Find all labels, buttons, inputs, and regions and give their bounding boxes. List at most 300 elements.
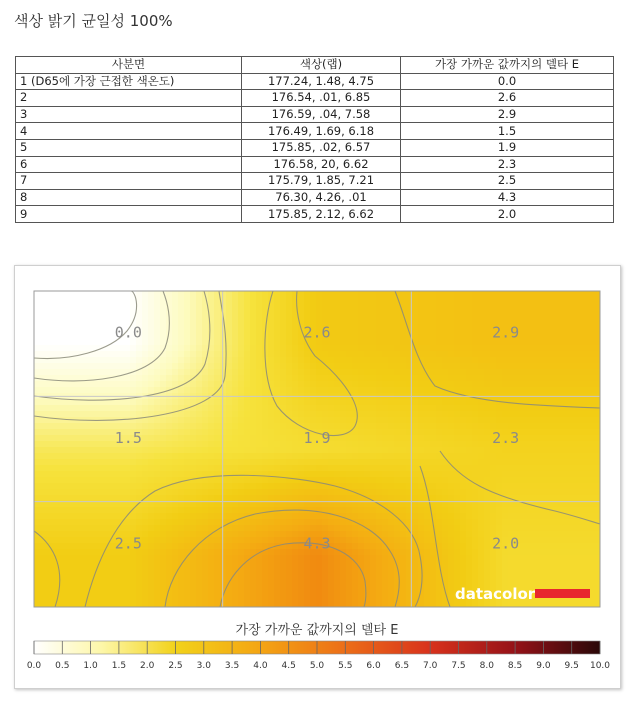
heatmap-pixel <box>70 321 77 328</box>
heatmap-pixel <box>172 303 179 310</box>
heatmap-pixel <box>544 531 551 538</box>
heatmap-pixel <box>160 477 167 484</box>
heatmap-pixel <box>334 519 341 526</box>
heatmap-pixel <box>358 321 365 328</box>
table-row <box>16 156 614 173</box>
heatmap-pixel <box>82 525 89 532</box>
heatmap-pixel <box>568 573 575 580</box>
heatmap-pixel <box>106 519 113 526</box>
heatmap-pixel <box>112 459 119 466</box>
heatmap-pixel <box>382 303 389 310</box>
heatmap-pixel <box>214 399 221 406</box>
heatmap-pixel <box>250 339 257 346</box>
heatmap-pixel <box>118 561 125 568</box>
heatmap-pixel <box>46 447 53 454</box>
heatmap-pixel <box>220 567 227 574</box>
heatmap-pixel <box>292 519 299 526</box>
heatmap-pixel <box>544 291 551 298</box>
heatmap-pixel <box>556 489 563 496</box>
heatmap-pixel <box>352 465 359 472</box>
heatmap-pixel <box>172 291 179 298</box>
heatmap-pixel <box>472 459 479 466</box>
heatmap-pixel <box>244 315 251 322</box>
heatmap-pixel <box>250 483 257 490</box>
heatmap-pixel <box>286 483 293 490</box>
heatmap-pixel <box>82 297 89 304</box>
heatmap-pixel <box>166 507 173 514</box>
heatmap-pixel <box>298 387 305 394</box>
heatmap-pixel <box>400 489 407 496</box>
heatmap-pixel <box>286 597 293 604</box>
heatmap-pixel <box>442 357 449 364</box>
heatmap-pixel <box>184 423 191 430</box>
heatmap-pixel <box>532 309 539 316</box>
heatmap-pixel <box>430 567 437 574</box>
heatmap-pixel <box>508 489 515 496</box>
heatmap-pixel <box>586 423 593 430</box>
heatmap-pixel <box>220 555 227 562</box>
heatmap-pixel <box>262 573 269 580</box>
heatmap-pixel <box>376 375 383 382</box>
heatmap-pixel <box>208 435 215 442</box>
heatmap-pixel <box>40 513 47 520</box>
heatmap-pixel <box>148 495 155 502</box>
heatmap-pixel <box>118 471 125 478</box>
heatmap-pixel <box>532 489 539 496</box>
heatmap-pixel <box>430 561 437 568</box>
heatmap-pixel <box>460 333 467 340</box>
heatmap-pixel <box>532 513 539 520</box>
heatmap-pixel <box>70 543 77 550</box>
heatmap-pixel <box>64 495 71 502</box>
heatmap-pixel <box>352 513 359 520</box>
heatmap-pixel <box>436 459 443 466</box>
heatmap-pixel <box>496 375 503 382</box>
heatmap-pixel <box>178 483 185 490</box>
heatmap-pixel <box>256 489 263 496</box>
heatmap-pixel <box>580 579 587 586</box>
heatmap-pixel <box>220 459 227 466</box>
heatmap-pixel <box>46 585 53 592</box>
heatmap-pixel <box>592 435 599 442</box>
heatmap-pixel <box>70 363 77 370</box>
heatmap-pixel <box>304 297 311 304</box>
heatmap-pixel <box>172 471 179 478</box>
heatmap-pixel <box>454 513 461 520</box>
heatmap-pixel <box>466 507 473 514</box>
heatmap-pixel <box>472 291 479 298</box>
heatmap-pixel <box>244 477 251 484</box>
heatmap-pixel <box>52 411 59 418</box>
heatmap-pixel <box>586 297 593 304</box>
heatmap-pixel <box>460 375 467 382</box>
heatmap-pixel <box>430 597 437 604</box>
heatmap-pixel <box>340 453 347 460</box>
heatmap-pixel <box>100 489 107 496</box>
heatmap-pixel <box>370 585 377 592</box>
heatmap-pixel <box>334 423 341 430</box>
heatmap-pixel <box>424 363 431 370</box>
heatmap-pixel <box>526 519 533 526</box>
heatmap-pixel <box>232 333 239 340</box>
heatmap-pixel <box>472 327 479 334</box>
heatmap-pixel <box>40 423 47 430</box>
heatmap-pixel <box>76 465 83 472</box>
heatmap-pixel <box>46 579 53 586</box>
heatmap-pixel <box>178 507 185 514</box>
heatmap-pixel <box>298 453 305 460</box>
heatmap-pixel <box>346 333 353 340</box>
heatmap-pixel <box>298 513 305 520</box>
heatmap-pixel <box>514 369 521 376</box>
heatmap-pixel <box>136 489 143 496</box>
heatmap-pixel <box>592 525 599 532</box>
heatmap-pixel <box>214 375 221 382</box>
heatmap-pixel <box>268 369 275 376</box>
heatmap-pixel <box>184 369 191 376</box>
heatmap-pixel <box>46 327 53 334</box>
heatmap-pixel <box>46 477 53 484</box>
heatmap-pixel <box>574 423 581 430</box>
heatmap-pixel <box>544 297 551 304</box>
heatmap-pixel <box>550 489 557 496</box>
heatmap-pixel <box>520 555 527 562</box>
heatmap-pixel <box>226 525 233 532</box>
heatmap-pixel <box>106 525 113 532</box>
heatmap-pixel <box>478 363 485 370</box>
heatmap-pixel <box>88 321 95 328</box>
heatmap-pixel <box>178 315 185 322</box>
quadrant-cell: 5 <box>16 139 242 156</box>
heatmap-pixel <box>196 585 203 592</box>
heatmap-pixel <box>292 357 299 364</box>
heatmap-pixel <box>448 447 455 454</box>
heatmap-pixel <box>556 495 563 502</box>
heatmap-pixel <box>418 519 425 526</box>
heatmap-pixel <box>478 531 485 538</box>
heatmap-pixel <box>358 309 365 316</box>
heatmap-pixel <box>100 309 107 316</box>
heatmap-pixel <box>388 537 395 544</box>
heatmap-pixel <box>394 345 401 352</box>
heatmap-pixel <box>412 411 419 418</box>
heatmap-pixel <box>262 291 269 298</box>
heatmap-pixel <box>334 417 341 424</box>
heatmap-pixel <box>418 447 425 454</box>
heatmap-pixel <box>472 543 479 550</box>
heatmap-pixel <box>262 489 269 496</box>
heatmap-pixel <box>196 507 203 514</box>
heatmap-pixel <box>412 387 419 394</box>
heatmap-pixel <box>82 345 89 352</box>
heatmap-pixel <box>166 561 173 568</box>
heatmap-pixel <box>574 399 581 406</box>
heatmap-pixel <box>76 327 83 334</box>
heatmap-pixel <box>526 561 533 568</box>
heatmap-pixel <box>274 375 281 382</box>
heatmap-pixel <box>526 453 533 460</box>
heatmap-pixel <box>598 597 605 604</box>
heatmap-pixel <box>478 297 485 304</box>
heatmap-pixel <box>388 573 395 580</box>
heatmap-pixel <box>460 339 467 346</box>
heatmap-pixel <box>58 471 65 478</box>
heatmap-pixel <box>340 465 347 472</box>
heatmap-pixel <box>100 291 107 298</box>
heatmap-pixel <box>94 435 101 442</box>
quadrant-cell: 6 <box>16 156 242 173</box>
heatmap-pixel <box>154 345 161 352</box>
heatmap-pixel <box>568 303 575 310</box>
heatmap-pixel <box>292 321 299 328</box>
heatmap-pixel <box>310 465 317 472</box>
heatmap-pixel <box>172 429 179 436</box>
heatmap-pixel <box>262 399 269 406</box>
heatmap-pixel <box>256 411 263 418</box>
heatmap-pixel <box>292 333 299 340</box>
heatmap-pixel <box>256 465 263 472</box>
heatmap-pixel <box>598 411 605 418</box>
heatmap-pixel <box>592 549 599 556</box>
heatmap-pixel <box>196 441 203 448</box>
heatmap-pixel <box>388 585 395 592</box>
heatmap-pixel <box>388 327 395 334</box>
heatmap-pixel <box>376 525 383 532</box>
heatmap-pixel <box>172 327 179 334</box>
heatmap-pixel <box>358 291 365 298</box>
heatmap-pixel <box>322 417 329 424</box>
heatmap-pixel <box>514 309 521 316</box>
heatmap-pixel <box>358 375 365 382</box>
heatmap-pixel <box>250 333 257 340</box>
heatmap-pixel <box>598 447 605 454</box>
heatmap-pixel <box>94 513 101 520</box>
heatmap-pixel <box>334 357 341 364</box>
heatmap-pixel <box>256 435 263 442</box>
heatmap-pixel <box>484 477 491 484</box>
heatmap-pixel <box>136 351 143 358</box>
heatmap-pixel <box>88 519 95 526</box>
heatmap-pixel <box>562 429 569 436</box>
heatmap-pixel <box>64 315 71 322</box>
heatmap-pixel <box>118 477 125 484</box>
heatmap-pixel <box>352 309 359 316</box>
heatmap-pixel <box>334 531 341 538</box>
heatmap-pixel <box>460 537 467 544</box>
heatmap-pixel <box>226 321 233 328</box>
heatmap-pixel <box>58 369 65 376</box>
heatmap-pixel <box>532 441 539 448</box>
heatmap-pixel <box>340 585 347 592</box>
heatmap-pixel <box>328 297 335 304</box>
heatmap-pixel <box>226 333 233 340</box>
heatmap-pixel <box>274 459 281 466</box>
heatmap-pixel <box>46 291 53 298</box>
heatmap-pixel <box>556 441 563 448</box>
heatmap-pixel <box>220 411 227 418</box>
heatmap-pixel <box>130 375 137 382</box>
heatmap-pixel <box>124 291 131 298</box>
heatmap-pixel <box>70 303 77 310</box>
heatmap-pixel <box>268 429 275 436</box>
heatmap-pixel <box>178 387 185 394</box>
heatmap-pixel <box>340 459 347 466</box>
heatmap-pixel <box>388 363 395 370</box>
heatmap-pixel <box>88 327 95 334</box>
heatmap-pixel <box>424 537 431 544</box>
heatmap-pixel <box>58 507 65 514</box>
heatmap-pixel <box>208 525 215 532</box>
heatmap-pixel <box>334 459 341 466</box>
heatmap-pixel <box>196 495 203 502</box>
heatmap-pixel <box>64 423 71 430</box>
heatmap-pixel <box>82 567 89 574</box>
heatmap-pixel <box>238 519 245 526</box>
heatmap-pixel <box>412 507 419 514</box>
heatmap-pixel <box>256 471 263 478</box>
heatmap-pixel <box>514 555 521 562</box>
heatmap-pixel <box>490 495 497 502</box>
heatmap-pixel <box>448 333 455 340</box>
heatmap-pixel <box>250 327 257 334</box>
heatmap-pixel <box>292 435 299 442</box>
heatmap-pixel <box>370 369 377 376</box>
heatmap-pixel <box>256 399 263 406</box>
heatmap-pixel <box>544 555 551 562</box>
heatmap-pixel <box>304 483 311 490</box>
heatmap-pixel <box>310 471 317 478</box>
heatmap-pixel <box>244 291 251 298</box>
heatmap-pixel <box>550 435 557 442</box>
heatmap-pixel <box>400 381 407 388</box>
heatmap-pixel <box>574 447 581 454</box>
heatmap-pixel <box>568 549 575 556</box>
heatmap-pixel <box>58 411 65 418</box>
heatmap-pixel <box>112 477 119 484</box>
heatmap-pixel <box>118 381 125 388</box>
heatmap-pixel <box>70 441 77 448</box>
heatmap-pixel <box>508 381 515 388</box>
heatmap-pixel <box>370 549 377 556</box>
heatmap-pixel <box>484 453 491 460</box>
heatmap-pixel <box>280 453 287 460</box>
heatmap-pixel <box>46 591 53 598</box>
heatmap-pixel <box>418 405 425 412</box>
heatmap-pixel <box>214 303 221 310</box>
heatmap-pixel <box>88 531 95 538</box>
heatmap-pixel <box>418 495 425 502</box>
heatmap-pixel <box>358 411 365 418</box>
heatmap-pixel <box>472 555 479 562</box>
heatmap-pixel <box>160 579 167 586</box>
heatmap-pixel <box>538 321 545 328</box>
heatmap-pixel <box>532 363 539 370</box>
heatmap-pixel <box>88 411 95 418</box>
heatmap-pixel <box>226 597 233 604</box>
heatmap-pixel <box>244 597 251 604</box>
heatmap-pixel <box>532 411 539 418</box>
heatmap-pixel <box>592 489 599 496</box>
heatmap-pixel <box>268 477 275 484</box>
heatmap-pixel <box>400 357 407 364</box>
heatmap-pixel <box>466 351 473 358</box>
heatmap-pixel <box>454 327 461 334</box>
heatmap-pixel <box>388 345 395 352</box>
heatmap-pixel <box>178 525 185 532</box>
heatmap-pixel <box>496 459 503 466</box>
heatmap-pixel <box>226 465 233 472</box>
heatmap-pixel <box>166 429 173 436</box>
heatmap-pixel <box>550 447 557 454</box>
heatmap-pixel <box>238 399 245 406</box>
heatmap-pixel <box>238 597 245 604</box>
heatmap-pixel <box>436 531 443 538</box>
heatmap-pixel <box>568 417 575 424</box>
heatmap-pixel <box>94 441 101 448</box>
heatmap-pixel <box>568 333 575 340</box>
heatmap-pixel <box>364 375 371 382</box>
heatmap-pixel <box>556 381 563 388</box>
heatmap-pixel <box>148 309 155 316</box>
heatmap-pixel <box>292 567 299 574</box>
heatmap-pixel <box>100 351 107 358</box>
heatmap-pixel <box>292 453 299 460</box>
heatmap-pixel <box>244 333 251 340</box>
heatmap-pixel <box>268 519 275 526</box>
heatmap-pixel <box>574 297 581 304</box>
heatmap-pixel <box>400 429 407 436</box>
heatmap-pixel <box>154 513 161 520</box>
heatmap-pixel <box>502 369 509 376</box>
heatmap-pixel <box>382 591 389 598</box>
heatmap-pixel <box>154 567 161 574</box>
heatmap-pixel <box>376 345 383 352</box>
heatmap-pixel <box>88 447 95 454</box>
heatmap-pixel <box>232 561 239 568</box>
heatmap-pixel <box>124 591 131 598</box>
heatmap-pixel <box>82 441 89 448</box>
heatmap-pixel <box>448 513 455 520</box>
heatmap-pixel <box>280 579 287 586</box>
heatmap-pixel <box>322 519 329 526</box>
heatmap-pixel <box>370 435 377 442</box>
heatmap-pixel <box>76 441 83 448</box>
heatmap-pixel <box>34 309 41 316</box>
heatmap-pixel <box>46 363 53 370</box>
heatmap-pixel <box>592 333 599 340</box>
heatmap-pixel <box>232 453 239 460</box>
heatmap-pixel <box>82 561 89 568</box>
heatmap-pixel <box>382 525 389 532</box>
heatmap-pixel <box>76 447 83 454</box>
heatmap-pixel <box>106 453 113 460</box>
heatmap-pixel <box>34 543 41 550</box>
heatmap-pixel <box>580 537 587 544</box>
heatmap-pixel <box>376 405 383 412</box>
heatmap-pixel <box>250 537 257 544</box>
heatmap-pixel <box>154 471 161 478</box>
heatmap-pixel <box>598 567 605 574</box>
heatmap-pixel <box>244 495 251 502</box>
heatmap-pixel <box>334 351 341 358</box>
heatmap-pixel <box>412 471 419 478</box>
heatmap-pixel <box>376 585 383 592</box>
heatmap-pixel <box>586 525 593 532</box>
heatmap-pixel <box>172 321 179 328</box>
heatmap-pixel <box>130 513 137 520</box>
heatmap-pixel <box>364 531 371 538</box>
heatmap-pixel <box>544 315 551 322</box>
